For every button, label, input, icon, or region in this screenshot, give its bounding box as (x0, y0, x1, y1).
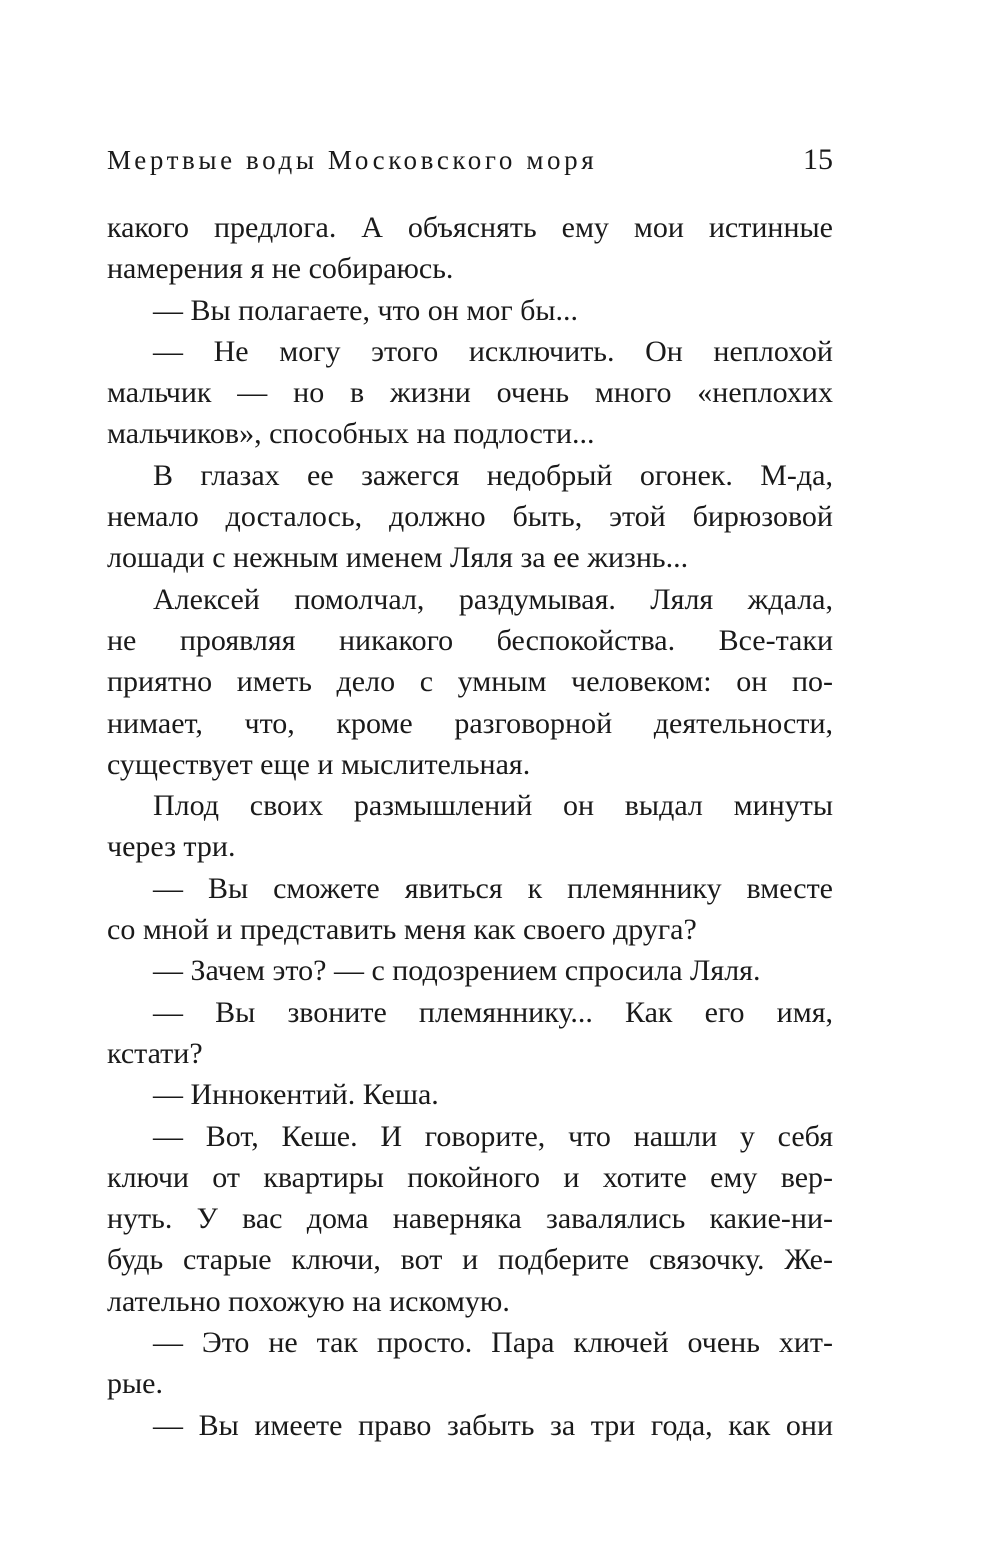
text-line: — Вы полагаете, что он мог бы... (153, 293, 579, 327)
page-number: 15 (803, 143, 833, 176)
text-line: не проявляя никакого беспокойства. Все-таки (107, 623, 833, 657)
text-line: намерения я не собираюсь. (107, 252, 454, 286)
text-line: какого предлога. А объяснять ему мои истинные (107, 211, 833, 244)
text-line: Плод своих размышлений он выдал минуты (153, 789, 833, 823)
text-line: мальчик — но в жизни очень много «неплохих (107, 376, 833, 410)
text-line: нуть. У вас дома наверняка завалялись какие-ни- (107, 1202, 833, 1236)
text-line: лошади с нежным именем Ляля за ее жизнь... (107, 541, 689, 575)
text-line: — Вы звоните племяннику... Как его имя, (153, 995, 833, 1029)
text-line: — Это не так просто. Пара ключей очень хит- (153, 1326, 833, 1360)
text-line: через три. (107, 830, 236, 864)
text-line: Алексей помолчал, раздумывая. Ляля ждала, (153, 582, 833, 616)
text-line: — Вот, Кеше. И говорите, что нашли у себя (153, 1119, 833, 1153)
text-line: ключи от квартиры покойного и хотите ему вер- (107, 1160, 833, 1194)
text-line: со мной и представить меня как своего друга? (107, 913, 697, 947)
text-line: — Вы сможете явиться к племяннику вместе (153, 871, 833, 905)
text-line: — Зачем это? — с подозрением спросила Ляля. (153, 954, 761, 988)
text-line: нимает, что, кроме разговорной деятельности, (107, 706, 833, 740)
text-line: В глазах ее зажегся недобрый огонек. М-да, (153, 458, 833, 492)
text-line: рые. (107, 1367, 163, 1401)
book-title: Мертвые воды Московского моря (107, 145, 598, 175)
text-line: лательно похожую на искомую. (107, 1284, 510, 1318)
text-line: приятно иметь дело с умным человеком: он по- (107, 665, 833, 699)
text-line: кстати? (107, 1036, 203, 1070)
body-text (107, 207, 833, 1446)
text-line: существует еще и мыслительная. (107, 747, 531, 781)
text-line: — Иннокентий. Кеша. (153, 1078, 439, 1112)
text-line: — Не могу этого исключить. Он неплохой (153, 334, 833, 368)
text-line: мальчиков», способных на подлости... (107, 417, 595, 451)
text-line: — Вы имеете право забыть за три года, как они (153, 1408, 833, 1442)
text-line: немало досталось, должно быть, этой бирюзовой (107, 500, 833, 534)
running-head (107, 138, 833, 182)
text-line: будь старые ключи, вот и подберите связочку. Же- (107, 1243, 833, 1277)
